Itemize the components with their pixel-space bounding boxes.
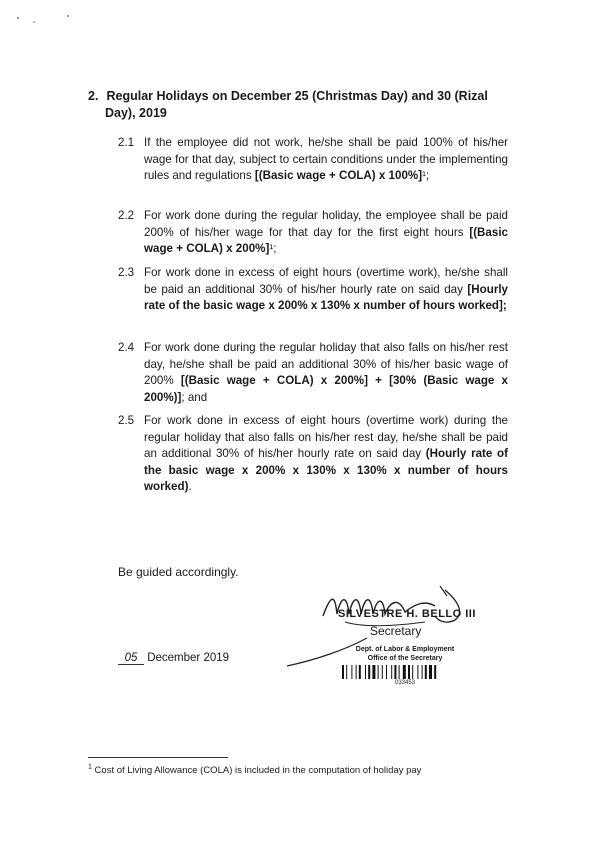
barcode-bar xyxy=(399,665,400,679)
barcode-icon xyxy=(340,665,470,679)
list-item xyxy=(118,208,508,258)
barcode-bar xyxy=(382,665,383,679)
barcode-bar xyxy=(425,665,427,679)
receiving-stamp xyxy=(340,645,470,686)
item-body: For work done during the regular holiday that also falls on his/her rest day, he/she shall be paid an additional 30% of his/her basic wage of 200% xyxy=(144,341,508,387)
footnote-divider xyxy=(88,757,228,758)
barcode-bar xyxy=(365,665,366,679)
item-number: 2.3 xyxy=(118,266,135,279)
item-text xyxy=(144,135,508,185)
barcode-bar xyxy=(378,665,379,679)
item-number: 2.2 xyxy=(118,209,135,222)
section-title-line1: Regular Holidays on December 25 (Christmas Day) and 30 (Rizal xyxy=(106,89,488,103)
list-item xyxy=(118,265,508,315)
item-text xyxy=(144,208,508,258)
barcode-bar xyxy=(403,665,406,679)
list-item xyxy=(118,340,508,406)
item-formula: [(Basic wage + COLA) x 200%] xyxy=(144,225,508,255)
list-item xyxy=(118,135,508,185)
date-day: 05 xyxy=(118,652,144,665)
barcode-bar xyxy=(394,665,396,679)
date-month-year: December 2019 xyxy=(147,652,230,664)
item-body: For work done in excess of eight hours (overtime work) during the regular holiday that also falls on his/her rest day, he/she shall be paid an additional 30% of his/her hourly rate on said day xyxy=(144,414,508,460)
item-formula: (Hourly rate of the basic wage x 200% x 130% x 130% x number of hours worked) xyxy=(144,447,509,493)
closing-line: Be guided accordingly. xyxy=(118,565,239,579)
item-formula: [(Basic wage + COLA) x 200%] + [30% (Basic wage x 200%)] xyxy=(144,374,508,404)
barcode-bar xyxy=(417,665,418,679)
signatory-name: SILVESTRE H. BELLO III xyxy=(338,608,476,620)
barcode-bar xyxy=(342,665,344,679)
item-number: 2.5 xyxy=(118,414,135,427)
footnote-text: Cost of Living Allowance (COLA) is included in the computation of holiday pay xyxy=(94,765,422,777)
stamp-line1: Dept. of Labor & Employment xyxy=(355,646,455,653)
item-text xyxy=(144,413,508,496)
barcode-bar xyxy=(434,665,436,679)
barcode-bar xyxy=(422,665,423,679)
item-text xyxy=(144,265,508,315)
document-date xyxy=(118,652,229,665)
list-item xyxy=(118,413,508,496)
item-tail: ¹; xyxy=(269,242,277,255)
item-body: For work done during the regular holiday, the employee shall be paid 200% of his/her wage for that day for the first eight hours xyxy=(144,209,508,239)
barcode-bar xyxy=(386,665,387,679)
section-number: 2. xyxy=(88,89,99,103)
item-tail: . xyxy=(188,480,192,493)
item-body: For work done in excess of eight hours (overtime work), he/she shall be paid an additional 30% of his/her hourly rate on said day xyxy=(144,266,508,296)
barcode-bar xyxy=(372,665,375,679)
barcode-bar xyxy=(346,665,347,679)
signatory-title: Secretary xyxy=(370,624,422,638)
item-text xyxy=(144,340,508,406)
barcode-bar xyxy=(408,665,410,679)
item-formula: [(Basic wage + COLA) x 100%] xyxy=(254,169,423,182)
item-body: If the employee did not work, he/she shall be paid 100% of his/her wage for that day, subject to certain conditions under the implementing rules and regulations xyxy=(144,136,508,182)
section-title-line2: Day), 2019 xyxy=(105,106,167,120)
item-number: 2.1 xyxy=(118,136,135,149)
barcode-bar xyxy=(368,665,370,679)
footnote-mark: 1 xyxy=(88,764,92,771)
barcode-bar xyxy=(356,665,357,679)
barcode-bar xyxy=(391,665,392,679)
stamp-line2: Office of the Secretary xyxy=(367,655,443,662)
barcode-bar xyxy=(351,665,352,679)
barcode-bar xyxy=(429,665,432,679)
stamp-code: 033453 xyxy=(394,680,416,686)
section-heading xyxy=(88,88,528,122)
item-tail: ; and xyxy=(181,390,208,404)
barcode-bar xyxy=(359,665,361,679)
item-number: 2.4 xyxy=(118,341,135,354)
footnote xyxy=(88,764,421,776)
item-formula: [Hourly rate of the basic wage x 200% x 130% x number of hours worked]; xyxy=(144,282,508,312)
item-tail: ¹; xyxy=(422,169,430,182)
barcode-bar xyxy=(412,665,413,679)
